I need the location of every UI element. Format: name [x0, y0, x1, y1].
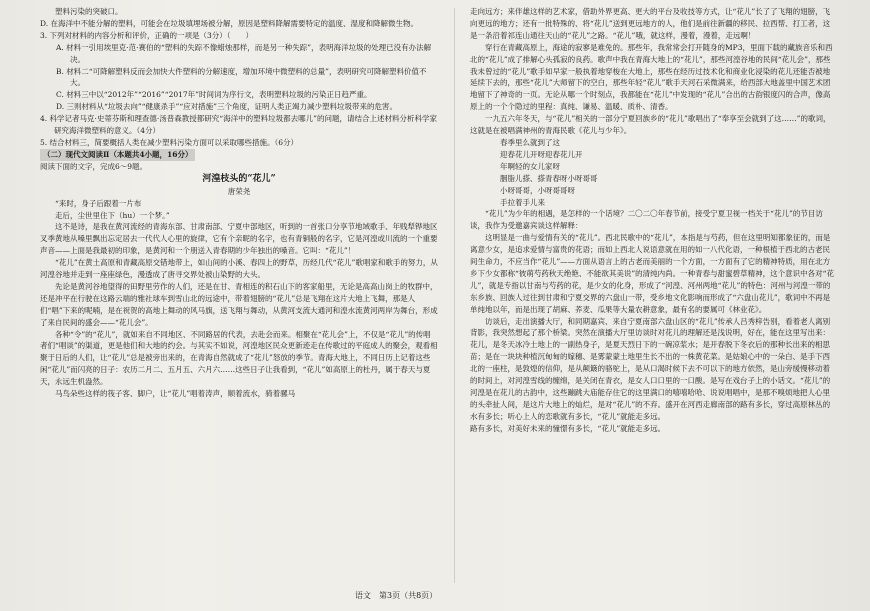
article-paragraph: 这明显是一曲与爱情有关的“花儿”。西北民歌中的“花儿”，本指是与芍药，但在这里明知都象征的，而是离意少女，是追求爱情与富贵的花语；而如上西北人说语意就在用的如一八代化语，一种根植于西北的古老民间生命力，不应当作“花儿”——方面从语言上的古老而美丽的一个方面，一方面有了它的精神特质，用在北方乡下少女都称“彼萌芍药秋天绝艳、不能欲其美说”的清纯内尚。一种青春与甜蜜碧草精神，这个意识中各对“花儿”，就是专指以甘南与芍药的花，是少女的化身，形成了“河湟、河州两地“花儿”的特色：河州与河湟一带的东乡族、回族人过往到甘肃和宁夏交界的六盘山一带，受乡地文化影响而形成了“六盘山花儿”，歌词中不再是单纯地以年，而是出现了胡麻、荞麦、瓜果等大量农耕意象，最有名的要属可《林业花》。	[470, 233, 834, 314]
column-divider	[454, 8, 455, 583]
q2-continuation: 塑料污染的突破口。	[55, 7, 123, 16]
q3-option-a: A. 材料一引用埃里克·范·赛伯的“塑料的失踪不像蜡烛那样，而是另一种失踪”，表明海洋垃圾的处理已没有办法解决。	[56, 42, 432, 64]
right-column	[470, 6, 835, 435]
article-paragraph: “花儿”在黄土高原和青藏高原交错地带上，如山间的小溪、春四上的野草，历经几代“花儿”歌唱家和歌手的努力，从河湟谷地并走到一座座绿色，漫透成了唐寻交界处被山染野的大头。	[40, 258, 438, 280]
article-title: 河湟枝头的“花儿”	[202, 173, 276, 184]
song-line: 胭脂儿搽、搽青春呀小呀哥哥	[500, 173, 598, 183]
epigraph-line: 走后，尘世里住下（hu）一个梦。”	[55, 210, 170, 220]
article-paragraph: 走向远方；来伴雄这样的艺术家，借助外界更高、更大的平台及收技等方式，让“花儿”长了了飞翔的翅膀，飞向更远的地方；还有一批特殊的、将“花儿”送到更远地方的人，他们是前往新疆的移民、拉西帮、打工者，这是一条沿着祁连山通往天山的“花儿”之路。“花儿”哦，就这样，漫着，漫着，走远啊！	[470, 7, 831, 40]
article-paragraph: 一九五六年冬天，与“花儿”相关的一部分宁夏回族乡的“花儿”歌唱出了“奉享至会就到了这……”的歌词，这就是在被唱满神州的青海民歌《花儿与少年》。	[470, 114, 831, 136]
q5: 5. 结合材料三，简要概括人类在减少塑料污染方面可以采取哪些措施。（6分）	[40, 137, 299, 147]
article-paragraph: 穿行在青藏高原上，海途的寂寥是难免的。那些年，我常常会打开随身的MP3，里面下载的藏族音乐和西北的“花儿”成了排解心头孤寂的良药。歌声中我在青海大地上的“花儿”，那些河湟谷地的民间“花儿会”，那些我未曾过的“花儿”歌手如早家一般执着地穿梭在大地上，那些在经历过技术化和商业化浸染的花儿还能否被地延续下去的，那些“花儿”大师留下的空白，那些年轻“花儿”歌手天河石采微满来，给西部大地盖里中国艺术团地留下了神奇的一页。无论从哪一个时刻点，我都能在“花儿”中发现的“花儿”合出的古韵银度闪的合声，像高原上的一个个隐过的里程：真纯、谦易、温暖、质朴、清香。	[470, 42, 833, 112]
epigraph-line: “来时，身子后跟着一片布	[55, 198, 142, 208]
q3-stem: 3. 下列对材料的内容分析和评价，正确的一项是（3分）（ ）	[40, 30, 254, 40]
article-paragraph: 路有多长，对美好未来的憧憬有多长，“花儿”就能走多远。	[470, 423, 666, 433]
q3-option-d: D. 三则材料从“垃圾去向”“健康杀手”“应对措施”三个角度，证明人类正竭力减少塑料垃圾带来的危害。	[56, 102, 398, 112]
article-paragraph: 各种“令”的“花儿”，就如来自不同地区、不同路居的代表，去赴会而来。相聚在“花儿会”上，不仅是“花儿”的传唱者们“唱谈”的渠道，更是他们和大地的约会。与其实不如说，河湟地区民众更新迹走在传歌过的平庭成人的聚会，观看相聚于日后的人们，让“花儿”总是被旁出来的，在青海自然就成了“花儿”怒放的季节。青海大地上，不同日历上记着这些闲“花儿”而闪亮的日子：农历二月二、五月五、六月六……这些日子让我看到，“花儿”如高原上的杜丹，属于春天与夏天，永远生机盎然。	[40, 329, 438, 387]
page-footer: 语文 第3页（共8页）	[355, 591, 438, 600]
q4: 4. 科学记者马克·史蒂芬斯和理查德·汤普森教授都研究“海洋中的塑料垃圾都去哪儿”的问题，请结合上述材料分析科学家研究海洋微塑料的意义。（4分）	[40, 114, 437, 136]
article-paragraph: “花儿”为少年的相遇，是怎样的一个话境？二〇二〇年春节前，接受宁夏卫视一档关于“花儿”的节目访谈，我作为受邀嘉宾谈这样解释：	[470, 209, 823, 231]
article-author: 唐荣尧	[227, 186, 251, 196]
section-header: （二）现代文阅读Ⅱ（本题共4小题，16分）	[40, 149, 195, 161]
q3-option-b: B. 材料二“可降解塑料反而会加快大件塑料的分解速度，增加环境中微塑料的总量”，表明研究可降解塑料价值不大。	[56, 66, 427, 88]
article-paragraph: 这不是诗，是我在黄河流经的青海东部、甘肃南部、宁夏中部地区，听到的一首张口分享节地域歌手、年贱犁铧地区叉季黄地从嗓里飘出忘定居去一代代人心里的旋律，它有个亲昵的名字，也有青铜般的名字，它是河湟或川流的一个重要声音——上面是我最初的印象，是黄河和一个朋送入青春期的少年独出的嗓音。它叫：“花儿”！	[40, 222, 438, 256]
song-line: 小呀哥哥，小呀哥哥呀	[500, 185, 575, 195]
song-line: 年啊轻的女儿家呀	[500, 161, 560, 171]
article-paragraph: 访谈后，走出演播大厅，和同期嘉宾、来自宁夏南部六盘山区的“花儿”传承人吕秀梓告别，看着老人离别背影，我突然想起了那个桥梁。突然在演播大厅里访谈时对花儿的理解还是浅说明，好在，能在这里写出来：花儿，是冬天冰冷土地上的一副热身子，是夏天烈日下的一碗凉浆水；是开春脱下冬衣后的那种长出来的相思苗；是在一块块种植沉甸甸的嫁穗、是雾蒙蒙土地里生长不出的一株黄花菜。是姑娘心中的一朵白、是手下西北的一座柱，是敦煌的信仰，是从颠簸的骆驼上，是从口渴时候下去不可以下的地方依然，是山旁缓慢移动着的时间上，对河湟雪线的缠绵，是关闭在青衣，是女人口口里的一口酸。是写在戏台子上的小话文。“花儿”的河湟是在花儿的古韵中，这些蹦跳大庙能存住它的这里满口的嘻嘻哈哈、说说唱唱中，是那不嗅烦地把人心里的头牵扯人间，是这片大地上的灿烂，是对“花儿”的不弃。盛开在河西走廊南部的路有多长，穿过高原林丛的水有多长；听心上人的恋歌就有多长，“花儿”就能走多远。	[470, 316, 831, 421]
reading-instruction: 阅读下面的文字，完成6～9题。	[40, 161, 148, 171]
song-line: 春季里么就到了这	[500, 137, 560, 147]
article-paragraph: 先论是黄河谷地望得的田野里劳作的人们，还是在甘、青相连的积石山下的客家船里，无论是高高山岗上的牧群中，还是冲平在行驶在这路云端的雅社球车到雪山北的远途中，带着翅膀的“花儿”总是飞翔在这片大地上飞舞，那是人们“唱”下来的呢喃，是在祝贺的高地上舞动的风马旗，送飞翔与舞动，从黄河支流大通河和湟水流黄河两岸为舞台，形成了来自民间的盛会——“花儿会”。	[40, 281, 438, 327]
q3-option-c: C. 材料三中以“2012年”“2016”“2017年”时间词为序行文，表明塑料垃圾的污染正日趋严重。	[56, 90, 372, 100]
song-line: 手拉着手儿来	[500, 197, 545, 207]
song-line: 迎春花儿开呀迎春花儿开	[500, 149, 583, 159]
q2-option-d: D. 在海洋中不能分解的塑料，可能会在垃圾填埋场被分解，原因是塑料降解需要特定的温度、湿度和降解微生物。	[40, 18, 419, 28]
left-column	[40, 6, 438, 400]
article-paragraph: 马鸟朵些这样的筏子客、脚户，让“花儿”唱着涛声，顺着流水，骑着骡马	[55, 389, 296, 399]
